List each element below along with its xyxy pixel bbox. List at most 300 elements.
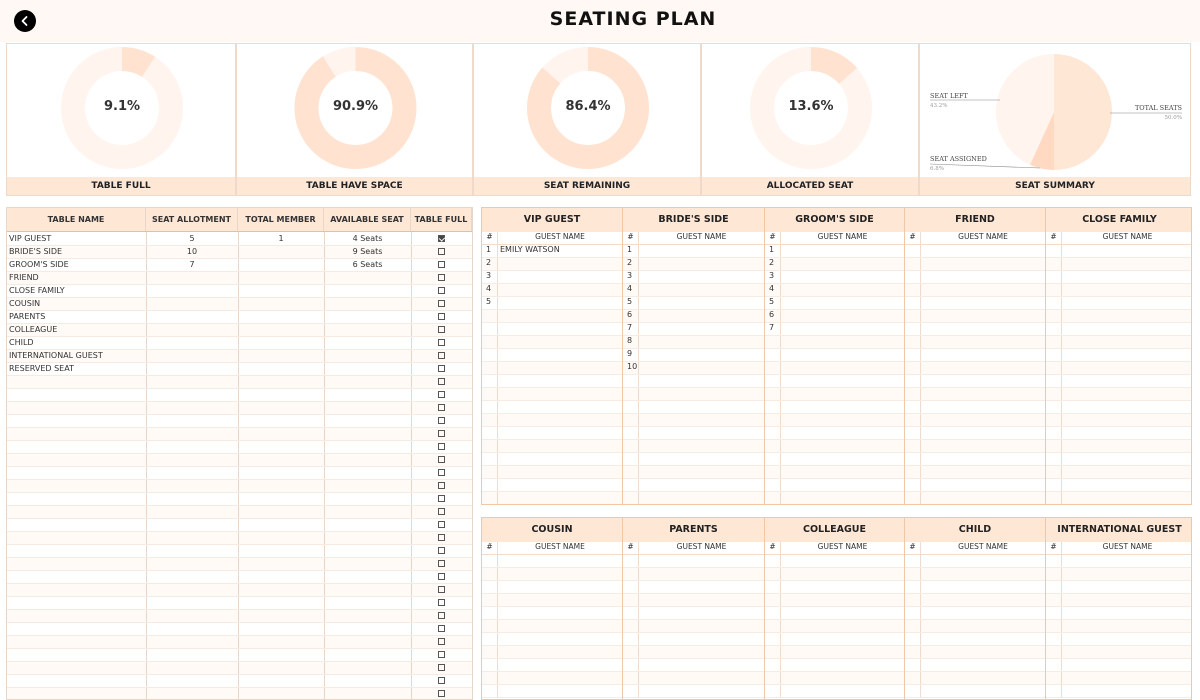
guest-name[interactable] [1062, 427, 1192, 439]
guest-name[interactable] [639, 362, 764, 374]
guest-name[interactable] [921, 685, 1045, 697]
guest-row [765, 258, 904, 271]
guest-name[interactable] [498, 271, 622, 283]
guest-number [1046, 323, 1062, 335]
table-row [7, 349, 472, 362]
table-full-checkbox[interactable] [438, 586, 445, 593]
guest-name[interactable] [1062, 646, 1192, 658]
guest-row [905, 633, 1045, 646]
guest-name[interactable] [639, 414, 764, 426]
guest-number [765, 607, 781, 619]
table-full-checkbox[interactable] [438, 235, 445, 242]
table-name-cell [7, 505, 146, 518]
guest-name[interactable] [639, 440, 764, 452]
guest-name[interactable] [498, 555, 622, 567]
table-full-checkbox[interactable] [438, 313, 445, 320]
table-name-cell: PARENTS [7, 310, 146, 323]
guest-name[interactable] [921, 453, 1045, 465]
guest-name[interactable] [921, 633, 1045, 645]
table-full-cell [411, 505, 472, 518]
guest-row [482, 362, 622, 375]
guest-name[interactable] [498, 388, 622, 400]
guest-name[interactable] [498, 414, 622, 426]
guest-row [482, 555, 622, 568]
table-row [7, 557, 472, 570]
guest-name[interactable] [1062, 492, 1192, 504]
guest-name[interactable] [498, 492, 622, 504]
guest-name[interactable] [781, 607, 904, 619]
guest-name[interactable] [1062, 245, 1192, 257]
table-name-cell [7, 440, 146, 453]
guest-name[interactable] [781, 362, 904, 374]
guest-name[interactable] [921, 297, 1045, 309]
guest-name[interactable] [1062, 659, 1192, 671]
guest-name[interactable] [1062, 685, 1192, 697]
table-row [7, 245, 472, 258]
guest-name[interactable] [639, 453, 764, 465]
table-full-cell [411, 544, 472, 557]
guest-name[interactable] [639, 594, 764, 606]
group-subheader [765, 232, 904, 245]
guest-number [765, 633, 781, 645]
guest-row [482, 440, 622, 453]
guest-number [1046, 336, 1062, 348]
guest-name[interactable] [1062, 594, 1192, 606]
guest-name[interactable] [1062, 568, 1192, 580]
guest-name[interactable] [639, 323, 764, 335]
guest-name[interactable] [921, 414, 1045, 426]
table-row [7, 414, 472, 427]
guest-name[interactable] [1062, 620, 1192, 632]
guest-name[interactable] [639, 685, 764, 697]
guest-number [482, 685, 498, 697]
guest-name[interactable] [639, 310, 764, 322]
guest-name[interactable] [921, 555, 1045, 567]
guest-name[interactable] [921, 258, 1045, 270]
table-full-checkbox[interactable] [438, 638, 445, 645]
guest-name[interactable]: EMILY WATSON [500, 245, 560, 254]
table-full-checkbox[interactable] [438, 612, 445, 619]
guest-name[interactable] [921, 479, 1045, 491]
guest-row [1046, 594, 1192, 607]
guest-name[interactable] [781, 245, 904, 257]
guest-name[interactable] [639, 607, 764, 619]
guest-name[interactable] [1062, 258, 1192, 270]
table-full-checkbox[interactable] [438, 456, 445, 463]
guest-name[interactable] [498, 594, 622, 606]
guest-row [623, 581, 764, 594]
group-subheader [1046, 232, 1192, 245]
guest-name[interactable] [921, 362, 1045, 374]
guest-name[interactable] [1062, 323, 1192, 335]
guest-name[interactable] [498, 466, 622, 478]
guest-name[interactable] [639, 492, 764, 504]
guest-name[interactable] [498, 362, 622, 374]
guest-name[interactable] [1062, 453, 1192, 465]
guest-number [765, 388, 781, 400]
table-full-checkbox[interactable] [438, 339, 445, 346]
table-full-checkbox[interactable] [438, 495, 445, 502]
guest-name[interactable] [639, 427, 764, 439]
table-full-checkbox[interactable] [438, 300, 445, 307]
available-seat-cell: 6 Seats [324, 258, 411, 271]
table-row [7, 375, 472, 388]
groups-bottom-panel [481, 517, 1192, 700]
guest-number [1046, 349, 1062, 361]
guest-number [623, 568, 639, 580]
table-full-checkbox[interactable] [438, 274, 445, 281]
table-full-checkbox[interactable] [438, 690, 445, 697]
guest-name[interactable] [921, 245, 1045, 257]
guest-name[interactable] [921, 607, 1045, 619]
guest-name[interactable] [1062, 607, 1192, 619]
guest-name[interactable] [498, 297, 622, 309]
table-full-checkbox[interactable] [438, 326, 445, 333]
seat-allotment-cell [146, 479, 238, 492]
table-row [7, 583, 472, 596]
available-seat-cell [324, 271, 411, 284]
guest-name[interactable] [639, 401, 764, 413]
guest-name[interactable] [1062, 336, 1192, 348]
table-list-body [7, 232, 472, 700]
table-full-checkbox[interactable] [438, 261, 445, 268]
guest-number [482, 594, 498, 606]
table-full-checkbox[interactable] [438, 365, 445, 372]
guest-row [482, 336, 622, 349]
guest-name[interactable] [1062, 414, 1192, 426]
guest-number [1046, 297, 1062, 309]
guest-number: 3 [765, 271, 781, 283]
guest-name[interactable] [921, 388, 1045, 400]
guest-name[interactable] [921, 568, 1045, 580]
guest-name[interactable] [921, 284, 1045, 296]
guest-name[interactable] [1062, 388, 1192, 400]
guest-number [905, 388, 921, 400]
seat-allotment-cell [146, 440, 238, 453]
table-full-checkbox[interactable] [438, 378, 445, 385]
guest-name[interactable] [781, 594, 904, 606]
guest-name[interactable] [781, 401, 904, 413]
guest-name[interactable] [781, 349, 904, 361]
guest-name[interactable] [781, 388, 904, 400]
guest-number [623, 594, 639, 606]
guest-name[interactable] [498, 479, 622, 491]
table-row [7, 661, 472, 674]
guest-name[interactable] [498, 401, 622, 413]
guest-number [1046, 401, 1062, 413]
guest-number [623, 633, 639, 645]
guest-number [482, 659, 498, 671]
guest-name[interactable] [498, 568, 622, 580]
guest-name[interactable] [781, 479, 904, 491]
guest-name[interactable] [498, 646, 622, 658]
guest-name[interactable] [781, 646, 904, 658]
available-seat-cell [324, 323, 411, 336]
guest-row [623, 594, 764, 607]
guest-name[interactable] [498, 581, 622, 593]
table-full-checkbox[interactable] [438, 352, 445, 359]
table-full-checkbox[interactable] [438, 469, 445, 476]
guest-name[interactable] [498, 685, 622, 697]
guest-name[interactable] [1062, 284, 1192, 296]
table-row [7, 570, 472, 583]
guest-name-column-header: GUEST NAME [817, 232, 868, 241]
guest-name[interactable] [921, 620, 1045, 632]
guest-row [765, 555, 904, 568]
guest-name[interactable] [639, 646, 764, 658]
table-full-checkbox[interactable] [438, 625, 445, 632]
table-full-checkbox[interactable] [438, 430, 445, 437]
donut-percent: 86.4% [565, 99, 611, 114]
table-full-checkbox[interactable] [438, 664, 445, 671]
guest-row [482, 284, 622, 297]
guest-name[interactable] [1062, 581, 1192, 593]
table-full-checkbox[interactable] [438, 508, 445, 515]
group-title: VIP GUEST [482, 208, 622, 232]
available-seat-cell [324, 557, 411, 570]
guest-name[interactable] [498, 453, 622, 465]
group-close-family [1046, 208, 1192, 504]
table-full-checkbox[interactable] [438, 573, 445, 580]
guest-number [1046, 594, 1062, 606]
guest-name[interactable] [498, 349, 622, 361]
guest-name[interactable] [921, 594, 1045, 606]
guest-name[interactable] [639, 568, 764, 580]
guest-name[interactable] [921, 492, 1045, 504]
table-full-cell [411, 232, 472, 245]
guest-name[interactable] [781, 258, 904, 270]
guest-name[interactable] [781, 685, 904, 697]
table-full-checkbox[interactable] [438, 677, 445, 684]
guest-name[interactable] [781, 581, 904, 593]
table-full-checkbox[interactable] [438, 599, 445, 606]
guest-name[interactable] [1062, 555, 1192, 567]
guest-name[interactable] [498, 427, 622, 439]
group-colleague [765, 518, 905, 699]
number-column-header: # [765, 232, 781, 244]
table-full-checkbox[interactable] [438, 391, 445, 398]
guest-name[interactable] [498, 375, 622, 387]
guest-name[interactable] [781, 492, 904, 504]
group-title: FRIEND [905, 208, 1045, 232]
guest-number: 5 [482, 297, 498, 309]
guest-name[interactable] [921, 466, 1045, 478]
guest-name[interactable] [1062, 672, 1192, 684]
table-name-cell [7, 557, 146, 570]
guest-name[interactable] [639, 620, 764, 632]
guest-name[interactable] [1062, 466, 1192, 478]
guest-number [1046, 633, 1062, 645]
guest-name[interactable] [639, 633, 764, 645]
guest-name[interactable] [639, 659, 764, 671]
table-full-checkbox[interactable] [438, 521, 445, 528]
guest-name[interactable] [498, 607, 622, 619]
column-header: TABLE FULL [411, 208, 472, 231]
guest-name[interactable] [639, 466, 764, 478]
total-seats-pct: 50.0% [1164, 115, 1182, 121]
seat-assigned-pct: 6.8% [930, 166, 944, 172]
guest-name[interactable] [639, 245, 764, 257]
guest-row [905, 607, 1045, 620]
guest-name[interactable] [639, 258, 764, 270]
guest-name[interactable] [921, 375, 1045, 387]
guest-name[interactable] [639, 388, 764, 400]
guest-name[interactable] [498, 620, 622, 632]
guest-name[interactable] [921, 672, 1045, 684]
guest-name[interactable] [1062, 479, 1192, 491]
guest-name[interactable] [781, 323, 904, 335]
guest-row [623, 388, 764, 401]
guest-name[interactable] [1062, 362, 1192, 374]
guest-name[interactable] [921, 310, 1045, 322]
guest-name[interactable] [639, 375, 764, 387]
guest-name[interactable] [781, 427, 904, 439]
guest-number [905, 646, 921, 658]
table-full-checkbox[interactable] [438, 651, 445, 658]
guest-name[interactable] [1062, 349, 1192, 361]
guest-name[interactable] [921, 336, 1045, 348]
guest-name[interactable] [781, 633, 904, 645]
total-member-cell [238, 245, 324, 258]
guest-name[interactable] [781, 440, 904, 452]
guest-name[interactable] [781, 284, 904, 296]
guest-name[interactable] [498, 284, 622, 296]
guest-number [905, 297, 921, 309]
guest-name[interactable] [639, 555, 764, 567]
guest-name[interactable] [639, 581, 764, 593]
total-member-cell [238, 687, 324, 700]
guest-name[interactable] [781, 620, 904, 632]
table-full-checkbox[interactable] [438, 287, 445, 294]
guest-name[interactable] [1062, 297, 1192, 309]
guest-name[interactable] [1062, 375, 1192, 387]
guest-name[interactable] [921, 271, 1045, 283]
guest-name[interactable] [781, 297, 904, 309]
guest-number [765, 427, 781, 439]
guest-name[interactable] [781, 414, 904, 426]
guest-name[interactable] [921, 427, 1045, 439]
guest-name[interactable] [781, 310, 904, 322]
guest-row [765, 492, 904, 505]
guest-name[interactable] [639, 271, 764, 283]
guest-name[interactable] [498, 440, 622, 452]
guest-number [905, 659, 921, 671]
seat-allotment-cell [146, 414, 238, 427]
guest-number: 6 [623, 310, 639, 322]
guest-name[interactable] [781, 453, 904, 465]
guest-name[interactable] [1062, 271, 1192, 283]
guest-name[interactable] [498, 310, 622, 322]
guest-name[interactable] [639, 672, 764, 684]
table-full-cell [411, 271, 472, 284]
available-seat-cell [324, 583, 411, 596]
guest-name[interactable] [639, 284, 764, 296]
total-member-cell [238, 661, 324, 674]
guest-name[interactable] [781, 466, 904, 478]
guest-number [905, 440, 921, 452]
table-full-checkbox[interactable] [438, 547, 445, 554]
guest-name[interactable] [921, 581, 1045, 593]
guest-name[interactable] [639, 297, 764, 309]
guest-name[interactable] [781, 659, 904, 671]
table-name-cell: GROOM'S SIDE [7, 258, 146, 271]
guest-name[interactable] [921, 440, 1045, 452]
available-seat-cell [324, 596, 411, 609]
guest-row [905, 594, 1045, 607]
guest-name[interactable] [781, 672, 904, 684]
table-full-checkbox[interactable] [438, 248, 445, 255]
guest-name[interactable] [781, 375, 904, 387]
guest-name[interactable] [639, 336, 764, 348]
guest-name[interactable] [639, 479, 764, 491]
table-full-checkbox[interactable] [438, 404, 445, 411]
guest-row [623, 646, 764, 659]
guest-name[interactable] [498, 258, 622, 270]
guest-number [905, 375, 921, 387]
guest-name[interactable] [921, 646, 1045, 658]
table-row [7, 232, 472, 245]
guest-name[interactable] [498, 659, 622, 671]
guest-name[interactable] [781, 336, 904, 348]
guest-name[interactable] [921, 323, 1045, 335]
group-title: INTERNATIONAL GUEST [1046, 518, 1192, 542]
donut-chart-2 [236, 43, 473, 196]
guest-name[interactable] [1062, 310, 1192, 322]
table-full-checkbox[interactable] [438, 534, 445, 541]
guest-name[interactable] [921, 401, 1045, 413]
chart-label: TABLE FULL [7, 177, 235, 195]
guest-name[interactable] [498, 336, 622, 348]
guest-row [623, 323, 764, 336]
guest-name[interactable] [781, 271, 904, 283]
table-row [7, 440, 472, 453]
total-member-cell [238, 518, 324, 531]
guest-name[interactable] [498, 672, 622, 684]
guest-name[interactable] [639, 349, 764, 361]
guest-number [1046, 492, 1062, 504]
guest-row [623, 466, 764, 479]
guest-number: 4 [482, 284, 498, 296]
available-seat-cell [324, 375, 411, 388]
table-name-cell [7, 635, 146, 648]
table-full-cell [411, 336, 472, 349]
guest-row [765, 284, 904, 297]
total-member-cell [238, 258, 324, 271]
guest-name[interactable] [781, 555, 904, 567]
guest-name[interactable] [921, 659, 1045, 671]
guest-number [482, 607, 498, 619]
guest-name[interactable] [498, 323, 622, 335]
total-member-cell [238, 297, 324, 310]
guest-name[interactable] [498, 633, 622, 645]
guest-name[interactable] [1062, 440, 1192, 452]
table-full-checkbox[interactable] [438, 443, 445, 450]
table-full-checkbox[interactable] [438, 482, 445, 489]
total-member-cell [238, 284, 324, 297]
guest-row [765, 349, 904, 362]
guest-rows [1046, 555, 1192, 698]
table-full-checkbox[interactable] [438, 417, 445, 424]
group-vip-guest [482, 208, 623, 504]
guest-name[interactable] [781, 568, 904, 580]
guest-row [905, 375, 1045, 388]
guest-name[interactable] [1062, 401, 1192, 413]
guest-name[interactable] [921, 349, 1045, 361]
group-international-guest [1046, 518, 1192, 699]
available-seat-cell [324, 687, 411, 700]
guest-name[interactable] [1062, 633, 1192, 645]
table-full-checkbox[interactable] [438, 560, 445, 567]
